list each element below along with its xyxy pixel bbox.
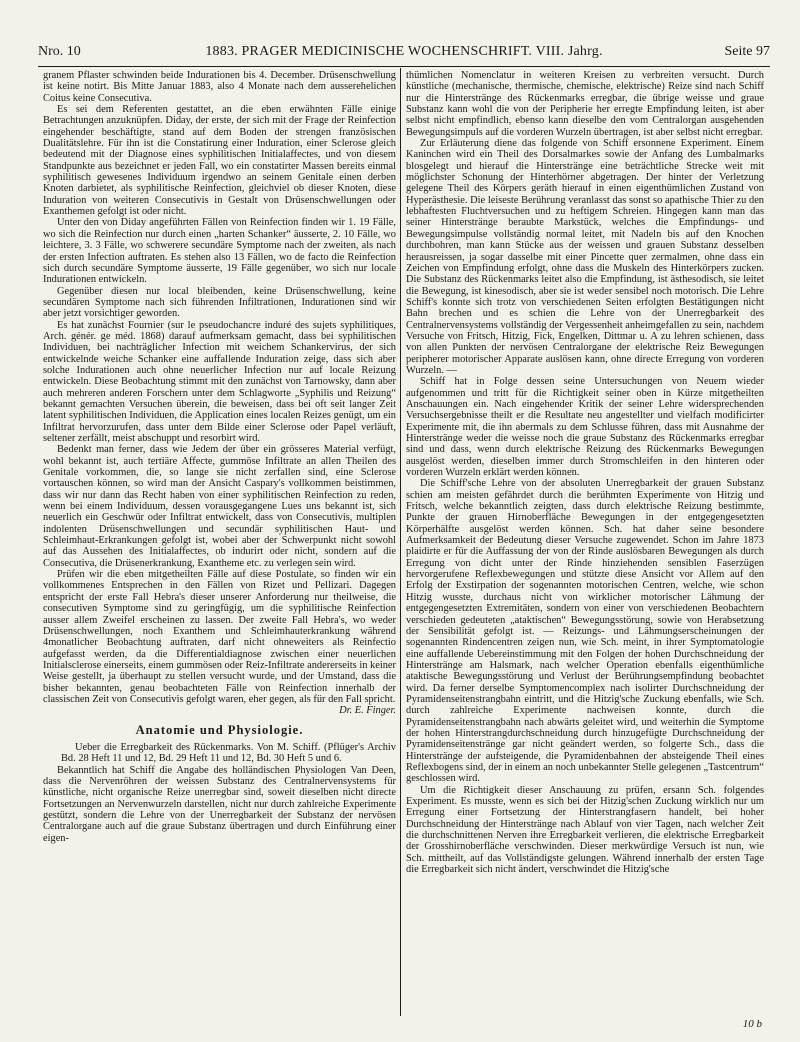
- issue-number: Nro. 10: [38, 44, 81, 59]
- section-heading: Anatomie und Physiologie.: [135, 722, 304, 737]
- header-rule: [38, 66, 770, 67]
- author-signature: Dr. E. Finger.: [339, 705, 396, 717]
- right-column: [406, 70, 764, 875]
- column-divider: [400, 68, 401, 1016]
- paragraph: Um die Richtigkeit dieser Anschauung zu prüfen, ersann Sch. folgendes Experiment. Es musste, wenn es sich bei der Hitzig'schen Zuckung wirklich nur um Erregung einer Fortsetzung der Hinterstrangfasern handelt, bei hoher Durchschneidung der Hinterstränge nach Ablauf von vier Tagen, nach welcher Zeit die durchschnittenen Nerven ihre Erregbarkeit verlieren, die elektrische Erregbarkeit der Grosshirnoberfläche verschwinden. Dieser merkwürdige Versuch ist nun, wie Sch. mittheilt, auf das Vollständigste gelungen. Während innerhalb der ersten Tage die Erregbarkeit sich nicht ändert, verschwindet die Hitzig'sche: [406, 784, 764, 876]
- paragraph: thümlichen Nomenclatur in weiteren Kreisen zu verbreiten versucht. Durch künstliche (mechanische, thermische, chemische, elektrische) Reize sind nach Schiff nur die Hinterstränge des Rückenmarks erregbar, die übrige weisse und graue Substanz kann wohl die von der Peripherie her erregte Empfindung leiten, ist aber selbst nicht empfindlich, ebenso kann dieselbe den vom Centralorgan ausgehenden Bewegungsimpuls auf die vorderen Wurzeln übertragen, ist aber selbst nicht erregbar.: [406, 70, 764, 138]
- paragraph: Zur Erläuterung diene das folgende von Schiff ersonnene Experiment. Einem Kaninchen wird ein Theil des Dorsalmarkes sowie der Anfang des Lumbalmarks blosgelegt und hierauf die Hinterstränge eine beträchtliche Strecke weit mit möglichster Schonung der Hinterhörner abgetragen. Der hinter der Verletzung gelegene Theil des Körpers geräth hierauf in einen eigenthümlichen Zustand von Hyperästhesie. Die leiseste Berührung veranlasst das sonst so apathische Thier zu den lebhaftesten Fluchtversuchen und zu heftigem Schreien. Hingegen kann man das seiner Hinterstränge beraubte Markstück, welches die Empfindungs- und Bewegungsimpulse vollständig normal leitet, mit Nadeln bis auf den Knochen durchbohren, man kann Stücke aus der weissen und grauen Substanz desselben herausreissen, ja sogar dasselbe mit einer Pincette quer zermalmen, ohne dass ein Zeichen von Empfindung erfolgt, ohne dass die Muskeln des Hinterkörpers zucken. Die Substanz des Rückenmarks leitet also die Empfindung, ist ästhesodisch, sie leitet die Bewegung, ist kinesodisch, aber sie ist weder sensibel noch motorisch. Die Lehre Schiff's konnte sich trotz von verschiedenen Seiten erfolgten Bestätigungen nicht Bahn brechen und es schien die Lehre von der Unerregbarkeit des Centralnervensystems vollständig der Vergessenheit anheimgefallen zu sein, nachdem Versuche von Fritsch, Hitzig, Fick, Engelken, Dittmar u. A zu lehren schienen, dass von allen Punkten der nervösen Centralorgane der elektrische Reiz Bewegungen peripherer motorischer Apparate auslösen kann, ohne directe Erregung von vorderen Wurzeln. —: [406, 138, 764, 376]
- paragraph: Es sei dem Referenten gestattet, an die eben erwähnten Fälle einige Betrachtungen anzuknüpfen. Diday, der erste, der sich mit der Frage der Reinfection eingehender beschäftigte, stand auf dem Boden der strengen französischen Dualitätslehre. Für ihn ist die Constatirung einer Induration, einer Sclerose gleich bedeutend mit der Diagnose eines syphilitischen Initialaffectes, und von diesem Standpunkte aus bezeichnet er jeden Fall, wo ein constatirter Massen bereits einmal syphilitisch gewesenes Individuum irgendwo an seinem Genitale einen derben Knoten darbietet, als syphilitische Reinfection, gleichviel ob dieser Knoten, diese Induration von weiteren Consecutivis in Gestalt von Drüsenschwellungen oder Exanthemen gefolgt ist oder nicht.: [43, 104, 396, 218]
- paragraph: Gegenüber diesen nur local bleibenden, keine Drüsenschwellung, keine secundären Symptome nach sich führenden Infiltrationen, Indurationen sind wir aber jetzt vorsichtiger geworden.: [43, 285, 396, 320]
- paragraph: Bekanntlich hat Schiff die Angabe des holländischen Physiologen Van Deen, dass die Nervenröhren der weissen Substanz des Centralnervensystems für künstliche, nicht organische Reize unerregbar sind, soweit dieselben nicht directe Fortsetzungen an Nervenwurzeln darstellen, nicht nur durch zahlreiche Experimente gestützt, sondern die Lehre von der Unerregbarkeit der Substanz der nervösen Centralorgane auch auf die graue Substanz übertragen und durch Einführung einer eigen-: [43, 764, 396, 844]
- left-column: [43, 70, 396, 844]
- paragraph: Bedenkt man ferner, dass wie Jedem der über ein grösseres Material verfügt, wohl bekannt ist, auch tertiäre Affecte, gummöse Infiltrate an allen Theilen des Genitale vorkommen, die, so lange sie nicht zerfallen sind, eine Sclerose vortauschen können, so wird man der Ansicht Caspary's vollkommen beistimmen, dass wir nur dann das Recht haben von einer syphilitischen Reinfection zu reden, wenn bei einem Individuum, dessen vorausgegangene Lues uns bekannt ist, sich neuerlich ein Geschwür oder Infiltrat entwickelt, dass von Consecutivis, multiplen indolenten Drüsenschwellungen und secundär syphilitischen Haut- und Schleimhaut-Erkrankungen gefolgt ist, wobei aber der Schwerpunkt nicht sowohl auf das Aussehen des Initialaffectes, ob indurirt oder nicht, sondern auf die Consecutiva, die Drüsenerkrankung, Exantheme etc. zu verlegen sein wird.: [43, 444, 396, 569]
- article-heading: Ueber die Erregbarkeit des Rückenmarks. Von M. Schiff. (Pflüger's Archiv Bd. 28 Heft 11 und 12, Bd. 29 Heft 11 und 12, Bd. 30 Heft 5 und 6.: [61, 741, 396, 765]
- running-header: [38, 40, 770, 64]
- paragraph: Die Schiff'sche Lehre von der absoluten Unerregbarkeit der grauen Substanz schien am meisten gefährdet durch die berühmten Experimente von Hitzig und Fritsch, welche bekanntlich zeigten, dass durch elektrische Reizung bestimmte, Punkte der grauen Hirnoberfläche Bewegungen in der entgegengesetzten Körperhälfte ausgelöst werden können. Sch. hat daher seine besondere Aufmerksamkeit der Bedeutung dieser Versuche zugewendet. Schon im Jahre 1873 plaidirte er für die Auffassung der von der Rinde auslösbaren Bewegungen als durch Erregung von dicht unter der Rinde hinziehenden sensiblen Faserzügen hervorgerufene Reflexbewegungen und stützte diese Ansicht vor Allem auf den Erfolg der Exstirpation der sogenannten motorischen Centren, welche, wie schon Hitzig wusste, durchaus nicht von wirklicher motorischer Lähmung der entgegengesetzten Extremitäten, sondern von einer von verschiedenen Beobachtern verschieden gedeuteten „ataktischen“ Bewegungsstörung, sowie von Herabsetzung der Sensibilität gefolgt ist. — Reizungs- und Lähmungserscheinungen der sogenannten Rindencentren zeigen nun, wie Sch. meint, in ihrer Symptomatologie eine auffallende Uebereinstimmung mit den Folgen der hohen Durchschneidung der Hinterstränge am Halsmark, nach welcher Operation ebenfalls eigenthümliche ataktische Bewegungsstörung und Verlust der Berührungsempfindung beobachtet wird. Da ferner derselbe Symptomencomplex nach isolirter Durchschneidung der Pyramidenseitenstrangbahn eintritt, und die Hitzig'sche Zuckung ebenfalls, wie Sch. durch zahlreiche Experimente nachweisen konnte, durch die Pyramidenseitenstrangbahn nach abwärts geleitet wird, und weiterhin die Symptome der hohen Hinterstrangdurchschneidung durch hinzugefügte Durchschneidung der Pyramidenseitenstränge gar nicht geändert werden, so folgerte Sch., dass die Hinterstränge der aufsteigende, die Pyramidenbahnen der absteigende Theil eines Reflexbogens sind, der in einem an noch unbekannter Stelle gelegenen „Tastcentrum“ geschlossen wird.: [406, 478, 764, 785]
- paragraph: granem Pflaster schwinden beide Indurationen bis 4. December. Drüsenschwellung ist keine notirt. Bis Mitte Januar 1883, also 4 Monate nach dem ausserehelichen Coitus keine Consecutiva.: [43, 70, 396, 104]
- page-number: Seite 97: [724, 44, 770, 59]
- paragraph: Schiff hat in Folge dessen seine Untersuchungen von Neuem wieder aufgenommen und tritt für die Richtigkeit seiner oben in Kürze mitgetheilten Anschauungen ein. Nach eingehender Kritik der seiner Lehre widersprechenden Versuchsergebnisse theilt er die Resultate neu angestellter und vielfach modificirter Experimente mit, die ihn abermals zu dem Schlusse führen, dass mit Ausnahme der Hinterstränge weder die weisse noch die graue Substanz des Rückenmarks erregbar sind und dass, wenn durch elektrische Reizung des Rückenmarks Bewegungen ausgelöst werden, dieselben immer durch Stromschleifen in den hinteren oder vorderen Wurzeln erklärt werden können.: [406, 376, 764, 479]
- signature-mark: 10 b: [742, 1018, 762, 1030]
- journal-title: 1883. PRAGER MEDICINISCHE WOCHENSCHRIFT. VIII. Jahrg.: [205, 44, 603, 59]
- paragraph: Prüfen wir die eben mitgetheilten Fälle auf diese Postulate, so finden wir ein vollkommenes Entsprechen in den Fällen von Rizet und Pellizari. Dagegen entspricht der erste Fall Hebra's dieser unserer Anforderung nur theilweise, die consecutiven Symptome sind zu geringfügig, um die syphilitische Reinfection ausser allem Zweifel erscheinen zu lassen. Der zweite Fall Hebra's, wo weder Drüsenschwellungen, noch Exanthem und Schleimhauterkrankung während 4monatlicher Beobachtung auftraten, darf nicht ohneweiters als Reinfectio aufgefasst werden, da die Differentialdiagnose zwischen einer neuerlichen Initialsclerose einerseits, einem gummösen oder Reiz-Infiltrate andererseits in keiner Weise gestellt, ja überhaupt zu stellen versucht wurde, und der Umstand, dass die bisher bekannten, genau beobachteten Fälle von Reinfection innerhalb der classischen Zeit von Consecutivis gefolgt waren, eher gegen, als für den Fall spricht.: [43, 569, 396, 705]
- paragraph: Unter den von Diday angeführten Fällen von Reinfection finden wir 1. 19 Fälle, wo sich die Reinfection nur durch einen „harten Schanker“ äusserte, 2. 10 Fälle, wo leichtere, 3. 3 Fälle, wo schwerere secundäre Symptome nach der zweiten, als nach der ersten Infection auftraten. Es stehen also 13 Fällen, wo de facto die Reinfection sich durch secundäre Symptome äusserte, 19 Fälle gegenüber, wo sich nur locale Indurationen entwickeln.: [43, 217, 396, 286]
- paragraph: Es hat zunächst Fournier (sur le pseudochancre induré des sujets syphilitiques, Arch. génér. ge méd. 1868) darauf aufmerksam gemacht, dass bei syphilitischen Individuen, bei nachträglicher Infection mit weichem Schankervirus, der sich entwickelnde weiche Schanker eine auffallende Induration zeige, dass sich aber solche Indurationen auch ohne neuerlicher Infection nur auf locale Reizung entwickeln. Diese Beobachtung stimmt mit den zunächst von Tarnowsky, dann aber auch mehreren anderen Forschern unter dem Schlagworte „Syphilis und Reizung“ bekannt gemachten Versuchen überein, die beweisen, dass bei oft seit langer Zeit latent syphilitischen Individuen, die Application eines localen Reizes genügt, um ein Infiltrat hervorzurufen, dass unter dem Bilde einer Sclerose oder Papel verläuft, seltener zerfällt, meist abschuppt und resorbirt wird.: [43, 319, 396, 444]
